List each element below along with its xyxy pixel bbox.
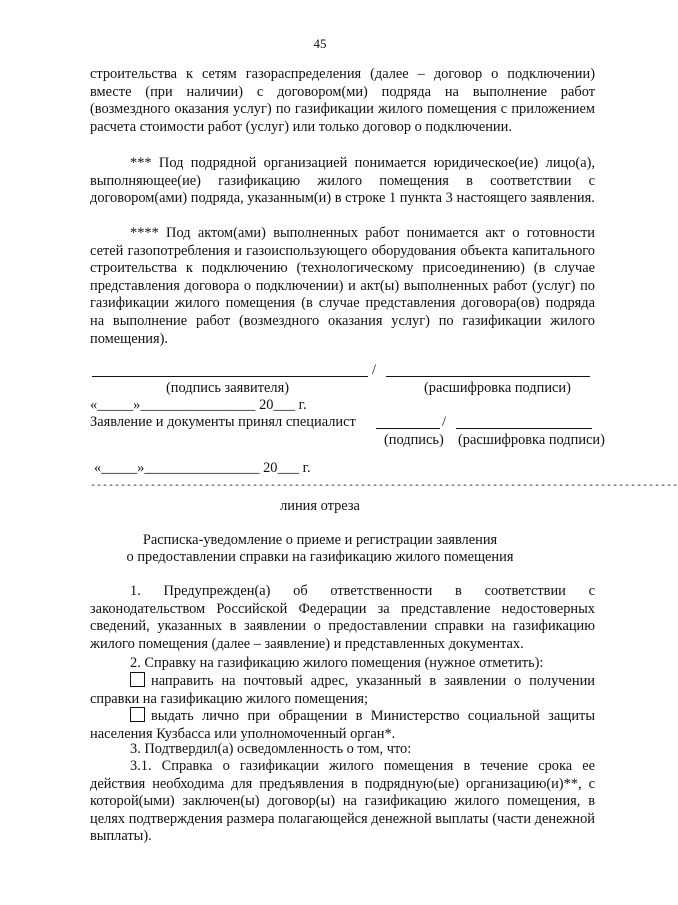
specialist-slash: / [442, 414, 446, 430]
receipt-item-3-1: 3.1. Справка о газификации жилого помещения в течение срока ее действия необходима для предъявления в подрядную(ые) организацию(и)**, с которой(ыми) заключен(ы) договор(ы) на газификацию жилого помещения, в целях подтверждения размера полагающейся денежной выплаты (части денежной выплаты). [90, 758, 595, 845]
applicant-signature-caption: (подпись заявителя) [166, 380, 290, 396]
option-mail-row [90, 672, 595, 708]
receipt-item-2: 2. Справку на газификацию жилого помещения (нужное отметить): [130, 655, 544, 671]
page-number: 45 [313, 36, 327, 51]
option-personal-row [90, 707, 595, 743]
receipt-title-line-1: Расписка-уведомление о приеме и регистрации заявления [142, 532, 498, 548]
applicant-decode-line [386, 376, 590, 377]
applicant-decode-caption: (расшифровка подписи) [424, 380, 571, 396]
cut-dashed-line: -------------------------------------------------------------------------------------------------- [90, 481, 678, 492]
footnote-contractor: *** Под подрядной организацией понимается юридическое(ие) лицо(а), выполняющее(ие) газификацию жилого помещения в соответствии с договором(ами) подряда, указанным(и) в строке 1 пункта 3 настоящего заявления. [90, 155, 595, 207]
specialist-signature-line [376, 428, 440, 429]
receipt-item-1: 1. Предупрежден(а) об ответственности в соответствии с законодательством Российской Федерации за представление недостоверных сведений, указанных в заявлении о предоставлении справки на газификацию жилого помещения (далее – заявление) и представленных документах. [90, 583, 595, 652]
signature-slash: / [372, 362, 376, 378]
option-mail-label: направить на почтовый адрес, указанный в заявлении о получении справки на газификацию жилого помещения; [90, 673, 595, 707]
specialist-decode-caption: (расшифровка подписи) [458, 432, 605, 448]
option-personal-label: выдать лично при обращении в Министерство социальной защиты населения Кузбасса или уполномоченный орган*. [90, 708, 595, 742]
continuation-paragraph: строительства к сетям газораспределения (далее – договор о подключении) вместе (при наличии) с договором(ми) подряда на выполнение работ (возмездного оказания услуг) по газификации жилого помещения с приложением расчета стоимости работ (услуг) или только договор о подключении. [90, 66, 595, 135]
specialist-signature-caption: (подпись) [384, 432, 444, 448]
footnote-act: **** Под актом(ами) выполненных работ понимается акт о готовности сетей газопотребления и газоиспользующего оборудования объекта капитального строительства к подключению (технологическому присоединению) (в случае представления договора о подключении) и акт(ы) выполненных работ (услуг) по газификации жилого помещения (в случае представления договора(ов) подряда на выполнение работ (возмездного оказания услуг) по газификации жилого помещения). [90, 225, 595, 347]
cut-line-label: линия отреза [280, 498, 360, 514]
date-line-2: «_____»________________ 20___ г. [94, 460, 311, 476]
receipt-item-3: 3. Подтвердил(а) осведомленность о том, что: [130, 741, 412, 757]
specialist-decode-line [456, 428, 592, 429]
receipt-title-line-2: о предоставлении справки на газификацию жилого помещения [126, 549, 514, 565]
applicant-signature-line [92, 376, 368, 377]
accepted-by-label: Заявление и документы принял специалист [90, 414, 356, 430]
date-line-1: «_____»________________ 20___ г. [90, 397, 307, 413]
option-mail-checkbox[interactable] [130, 672, 145, 687]
option-personal-checkbox[interactable] [130, 707, 145, 722]
